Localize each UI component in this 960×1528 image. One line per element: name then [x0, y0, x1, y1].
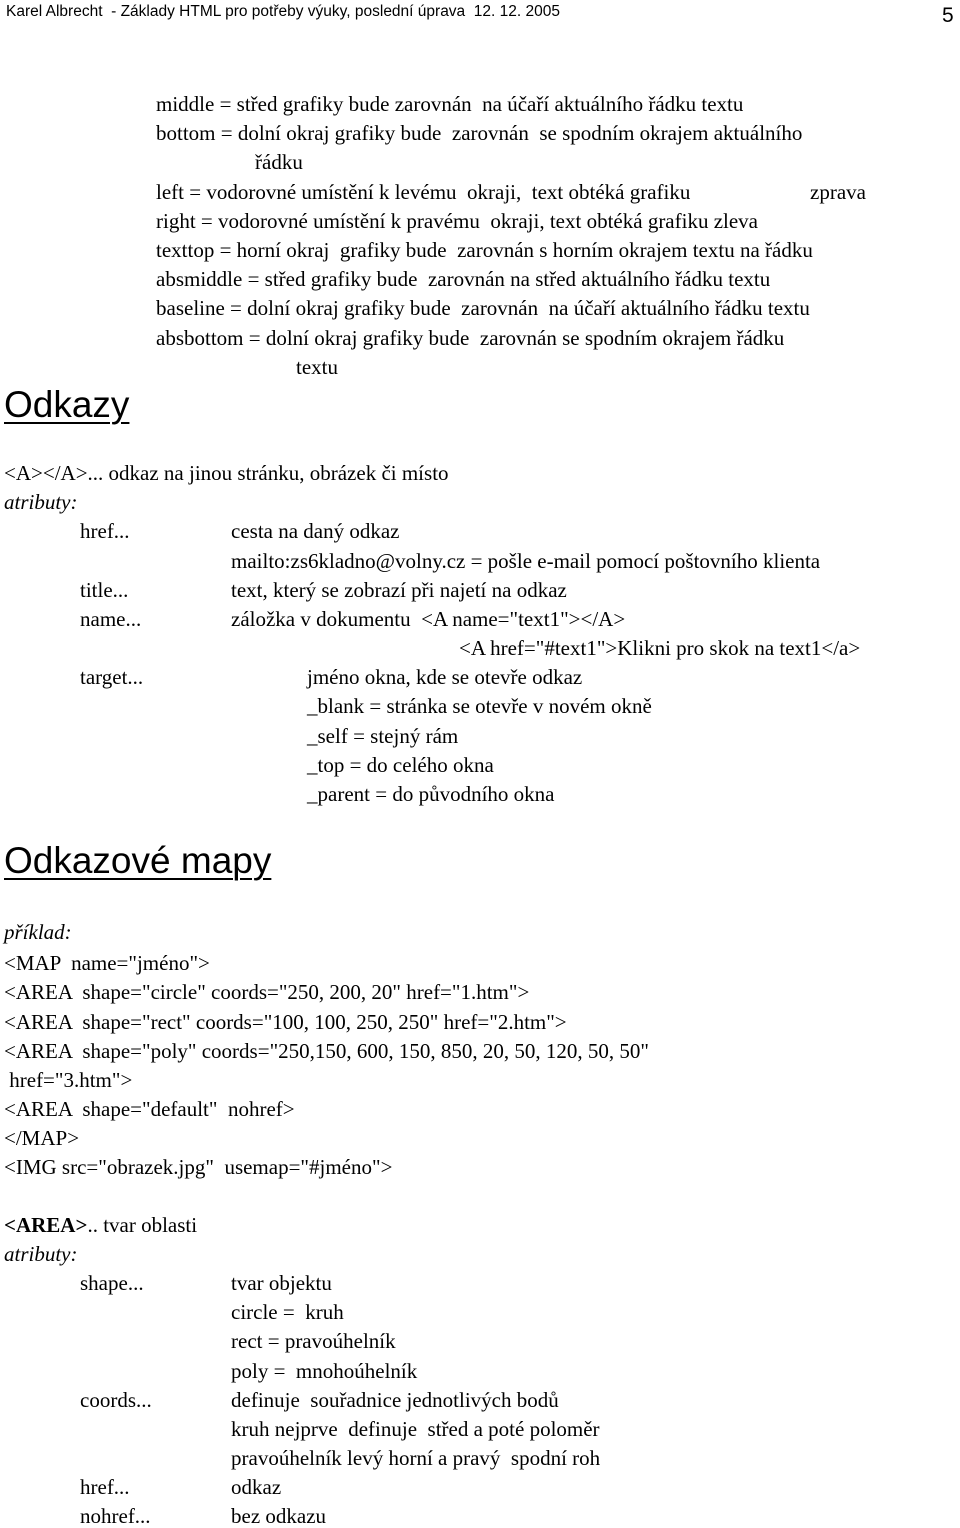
- code-line: <IMG src="obrazek.jpg" usemap="#jméno">: [4, 1155, 393, 1179]
- code-line: </MAP>: [4, 1126, 80, 1150]
- align-left: left = vodorovné umístění k levému okraji, text obtéká grafiku: [156, 180, 691, 204]
- area-tag-line: [4, 1213, 197, 1237]
- align-bottom-cont: řádku: [255, 150, 303, 174]
- align-absbottom-cont: textu: [296, 355, 338, 379]
- attr-desc: _blank = stránka se otevře v novém okně: [307, 694, 652, 718]
- align-texttop: texttop = horní okraj grafiky bude zarovnán s horním okrajem textu na řádku: [156, 238, 813, 262]
- attr-desc: <A href="#text1">Klikni pro skok na text1</a>: [459, 636, 861, 660]
- attr-key: nohref...: [80, 1504, 151, 1528]
- links-attrs-label: atributy:: [4, 490, 78, 514]
- attr-key: href...: [80, 1475, 130, 1499]
- align-absmiddle: absmiddle = střed grafiky bude zarovnán na střed aktuálního řádku textu: [156, 267, 771, 291]
- attr-desc: cesta na daný odkaz: [231, 519, 400, 543]
- attr-desc: definuje souřadnice jednotlivých bodů: [231, 1388, 559, 1412]
- attr-desc: tvar objektu: [231, 1271, 332, 1295]
- attr-key: coords...: [80, 1388, 152, 1412]
- code-line: <MAP name="jméno">: [4, 951, 210, 975]
- code-line: <AREA shape="circle" coords="250, 200, 20" href="1.htm">: [4, 980, 530, 1004]
- attr-key: title...: [80, 578, 129, 602]
- align-right: right = vodorovné umístění k pravému okraji, text obtéká grafiku zleva: [156, 209, 759, 233]
- code-line: <AREA shape="rect" coords="100, 100, 250, 250" href="2.htm">: [4, 1010, 567, 1034]
- a-tag-line: <A></A>... odkaz na jinou stránku, obrázek či místo: [4, 461, 449, 485]
- attr-key: href...: [80, 519, 130, 543]
- page-header: Karel Albrecht - Základy HTML pro potřeby výuky, poslední úprava 12. 12. 2005: [6, 3, 560, 20]
- align-left-cont: zprava: [810, 180, 866, 204]
- align-absbottom: absbottom = dolní okraj grafiky bude zarovnán se spodním okrajem řádku: [156, 326, 785, 350]
- area-tag: <AREA>: [4, 1213, 88, 1237]
- attr-key: name...: [80, 607, 142, 631]
- attr-desc: bez odkazu: [231, 1504, 327, 1528]
- section-heading-maps: Odkazové mapy: [4, 840, 272, 881]
- attr-desc: _top = do celého okna: [307, 753, 494, 777]
- maps-attrs-label: atributy:: [4, 1242, 78, 1266]
- attr-desc: text, který se zobrazí při najetí na odkaz: [231, 578, 567, 602]
- code-line: <AREA shape="poly" coords="250,150, 600, 150, 850, 20, 50, 120, 50, 50": [4, 1039, 649, 1063]
- attr-desc: _self = stejný rám: [307, 724, 459, 748]
- attr-desc: circle = kruh: [231, 1300, 344, 1324]
- align-bottom: bottom = dolní okraj grafiky bude zarovnán se spodním okrajem aktuálního: [156, 121, 803, 145]
- area-desc: .. tvar oblasti: [87, 1213, 198, 1237]
- attr-key: target...: [80, 665, 144, 689]
- attr-desc: jméno okna, kde se otevře odkaz: [307, 665, 583, 689]
- attr-desc: _parent = do původního okna: [307, 782, 555, 806]
- page-number: 5: [942, 4, 954, 27]
- example-label: příklad:: [4, 920, 72, 944]
- align-baseline: baseline = dolní okraj grafiky bude zarovnán na účaří aktuálního řádku textu: [156, 296, 810, 320]
- attr-desc: mailto:zs6kladno@volny.cz = pošle e-mail pomocí poštovního klienta: [231, 549, 821, 573]
- attr-desc: pravoúhelník levý horní a pravý spodní roh: [231, 1446, 601, 1470]
- attr-desc: poly = mnohoúhelník: [231, 1359, 418, 1383]
- code-line: href="3.htm">: [4, 1068, 133, 1092]
- attr-desc: kruh nejprve definuje střed a poté poloměr: [231, 1417, 600, 1441]
- attr-desc: záložka v dokumentu <A name="text1"></A>: [231, 607, 626, 631]
- attr-desc: odkaz: [231, 1475, 282, 1499]
- code-line: <AREA shape="default" nohref>: [4, 1097, 295, 1121]
- attr-key: shape...: [80, 1271, 144, 1295]
- section-heading-links: Odkazy: [4, 384, 130, 425]
- attr-desc: rect = pravoúhelník: [231, 1329, 396, 1353]
- align-middle: middle = střed grafiky bude zarovnán na účaří aktuálního řádku textu: [156, 92, 744, 116]
